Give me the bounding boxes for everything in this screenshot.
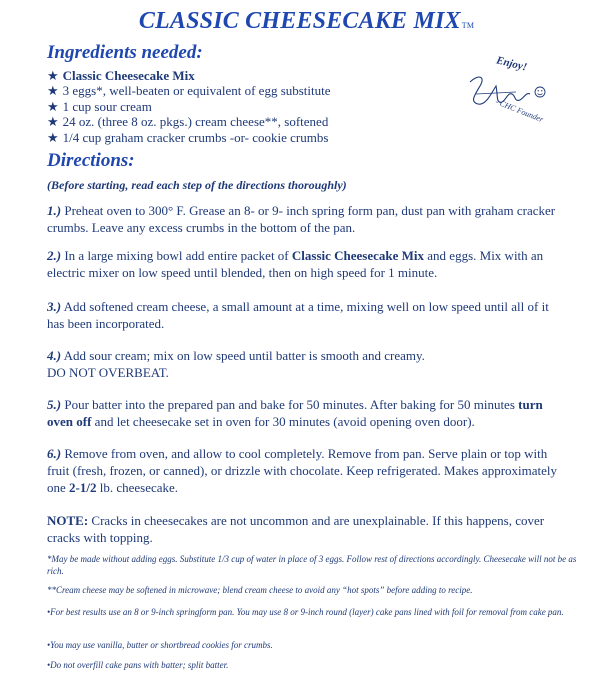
star-icon: ★ — [47, 129, 59, 145]
footnote-cream-cheese: **Cream cheese may be softened in microwave; blend cream cheese to avoid any “hot spots” before adding to recipe. — [47, 585, 473, 595]
note-paragraph: NOTE: Cracks in cheesecakes are not uncommon and are unexplainable. If this happens, cover cracks with topping. — [47, 513, 545, 545]
direction-step-5: 5.) Pour batter into the prepared pan and bake for 50 minutes. After baking for 50 minutes turn oven off and let cheesecake set in oven for 30 minutes (avoid opening oven door). — [47, 397, 543, 429]
footnote-overfill: •Do not overfill cake pans with batter; split batter. — [47, 660, 229, 670]
page-title: CLASSIC CHEESECAKE MIXTM — [138, 8, 475, 34]
star-icon: ★ — [47, 83, 59, 99]
direction-step-4: 4.) Add sour cream; mix on low speed until batter is smooth and creamy. DO NOT OVERBEAT. — [47, 348, 425, 380]
direction-step-2: 2.) In a large mixing bowl add entire packet of Classic Cheesecake Mix and eggs. Mix with an electric mixer on low speed until blended, then on high speed for 1 minute. — [47, 248, 544, 280]
ingredient-item: ★ 1 cup sour cream — [47, 98, 152, 114]
star-icon: ★ — [47, 114, 59, 130]
ingredients-list — [47, 68, 331, 145]
trademark-mark: TM — [461, 21, 475, 30]
enjoy-label: Enjoy! — [495, 54, 529, 74]
ingredient-item: ★ 1/4 cup graham cracker crumbs -or- cookie crumbs — [47, 129, 329, 145]
founder-label: - CHC Founder — [494, 96, 545, 125]
founder-signature — [456, 52, 566, 132]
star-icon: ★ — [47, 68, 59, 83]
direction-step-3: 3.) Add softened cream cheese, a small amount at a time, mixing well on low speed until all of it has been incorporated. — [47, 299, 549, 331]
ingredient-item: ★ Classic Cheesecake Mix — [47, 68, 195, 83]
ingredients-heading: Ingredients needed: — [47, 42, 203, 63]
directions-heading: Directions: — [47, 150, 135, 171]
ingredient-item: ★ 24 oz. (three 8 oz. pkgs.) cream cheese**, softened — [47, 114, 329, 130]
directions-intro: (Before starting, read each step of the directions thoroughly) — [47, 178, 347, 192]
direction-step-6: 6.) Remove from oven, and allow to cool completely. Remove from pan. Serve plain or top with fruit (fresh, frozen, or canned), or drizzle with chocolate. Keep refrigerated. Makes approximately one 2-1/2 lb. cheesecake. — [47, 446, 558, 495]
direction-step-1: 1.) Preheat oven to 300° F. Grease an 8- or 9- inch spring form pan, dust pan with graham cracker crumbs. Leave any excess crumbs in the bottom of the pan. — [47, 203, 556, 235]
ingredient-item: ★ 3 eggs*, well-beaten or equivalent of egg substitute — [47, 83, 331, 99]
star-icon: ★ — [47, 98, 59, 114]
signature-scribble-icon — [456, 52, 566, 132]
footnote-pan: •For best results use an 8 or 9-inch springform pan. You may use 8 or 9-inch round (layer) cake pans lined with foil for removal from cake pan. — [47, 607, 564, 617]
footnote-crumbs: •You may use vanilla, butter or shortbread cookies for crumbs. — [47, 640, 273, 650]
footnote-eggs: *May be made without adding eggs. Substitute 1/3 cup of water in place of 3 eggs. Follow rest of directions accordingly. Cheesecake will not be as rich. — [47, 554, 577, 576]
